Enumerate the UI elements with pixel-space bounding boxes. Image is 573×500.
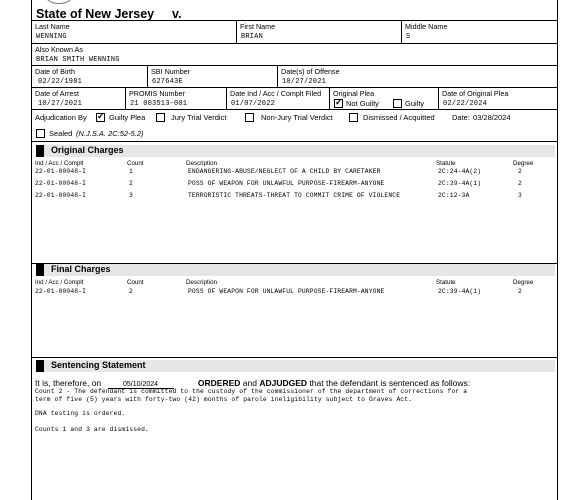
adjudged-word: ADJUDGED <box>259 378 308 388</box>
adjudication-label: Adjudication By <box>35 113 87 122</box>
dismissed-label: Dismissed / Acquitted <box>363 113 435 122</box>
table-row-ind: 22-01-00048-I <box>35 192 87 199</box>
and-word: and <box>242 378 257 388</box>
arrest-row <box>32 87 557 109</box>
sealed-label: Sealed <box>49 129 73 138</box>
dismissed-checkbox[interactable] <box>349 113 358 122</box>
original-charges-title: Original Charges <box>51 145 124 155</box>
orig-plea-date-cell <box>438 88 559 109</box>
guilty-checkbox[interactable] <box>393 99 402 108</box>
final-col-ind: Ind / Acc / Complt <box>35 279 84 286</box>
orig-col-degree: Degree <box>513 160 534 167</box>
last-name-label: Last Name <box>35 22 70 31</box>
arrest-date-value: 10/27/2021 <box>38 100 83 108</box>
sbi-label: SBI Number <box>151 67 191 76</box>
aka-cell <box>32 44 559 65</box>
first-name-cell <box>236 21 401 43</box>
orig-col-desc: Description <box>186 160 217 167</box>
ind-filed-label: Date Ind / Acc / Complt Filed <box>230 89 322 98</box>
promis-label: PROMIS Number <box>129 89 185 98</box>
sentencing-section <box>32 357 557 500</box>
final-charges-section <box>32 263 557 357</box>
adjudication-date-value: 03/28/2024 <box>473 113 511 122</box>
table-row-count: 1 <box>129 168 133 175</box>
sealed-row <box>32 125 557 141</box>
promis-cell <box>125 88 226 109</box>
table-row-desc: POSS OF WEAPON FOR UNLAWFUL PURPOSE-FIREARM-ANYONE <box>188 180 385 187</box>
final-col-count: Count <box>127 279 144 286</box>
orig-plea-date-label: Date of Original Plea <box>442 89 509 98</box>
last-name-value: WENNING <box>36 33 67 41</box>
final-col-desc: Description <box>186 279 217 286</box>
offense-date-label: Date(s) of Offense <box>281 67 340 76</box>
adjudication-row <box>32 109 557 125</box>
jury-trial-checkbox[interactable] <box>156 113 165 122</box>
sealed-statute: (N.J.S.A. 2C:52-5.2) <box>76 129 144 138</box>
orig-col-ind: Ind / Acc / Complt <box>35 160 84 167</box>
judgment-document <box>31 0 558 500</box>
ordered-word: ORDERED <box>197 378 241 388</box>
sentence-text-line: Counts 1 and 3 are dismissed. <box>35 426 149 433</box>
table-row-statute: 2C:39-4A(1) <box>438 180 482 187</box>
orig-col-count: Count <box>127 160 144 167</box>
table-row-desc: ENDANGERING-ABUSE/NEGLECT OF A CHILD BY CARETAKER <box>188 168 381 175</box>
table-row-ind: 22-01-00048-I <box>35 288 87 295</box>
nonjury-trial-checkbox[interactable] <box>245 113 254 122</box>
original-charges-header <box>36 145 555 157</box>
offense-date-value: 10/27/2021 <box>282 78 327 86</box>
orig-plea-label: Original Plea <box>333 89 375 98</box>
table-row-ind: 22-01-00048-I <box>35 168 87 175</box>
adjudication-date-label: Date: <box>452 113 470 122</box>
sbi-value: 627643E <box>152 78 183 86</box>
versus-label: v. <box>172 7 182 21</box>
middle-name-value: S <box>406 33 411 41</box>
orig-col-statute: Statute <box>436 160 456 167</box>
guilty-label: Guilty <box>405 99 425 108</box>
orig-plea-date-value: 02/22/2024 <box>443 100 488 108</box>
table-row-degree: 3 <box>518 192 522 199</box>
sentencing-rest: that the defendant is sentenced as follows: <box>309 378 471 388</box>
table-row-desc: POSS OF WEAPON FOR UNLAWFUL PURPOSE-FIREARM-ANYONE <box>188 288 385 295</box>
table-row-count: 3 <box>129 192 133 199</box>
table-row-statute: 2C:24-4A(2) <box>438 168 482 175</box>
dob-row <box>32 65 557 87</box>
sentencing-header <box>36 360 555 372</box>
nonjury-trial-label: Non-Jury Trial Verdict <box>261 113 333 122</box>
orig-plea-cell <box>329 88 438 109</box>
last-name-cell <box>32 21 236 43</box>
table-row-desc: TERRORISTIC THREATS-THREAT TO COMMIT CRIME OF VIOLENCE <box>188 192 401 199</box>
table-row-statute: 2C:39-4A(1) <box>438 288 482 295</box>
final-col-degree: Degree <box>513 279 534 286</box>
aka-label: Also Known As <box>35 45 83 54</box>
final-col-statute: Statute <box>436 279 456 286</box>
middle-name-label: Middle Name <box>405 22 448 31</box>
dob-label: Date of Birth <box>35 67 75 76</box>
first-name-label: First Name <box>240 22 276 31</box>
final-charges-header <box>36 264 555 276</box>
table-row-count: 2 <box>129 288 133 295</box>
not-guilty-checkbox[interactable] <box>334 99 343 108</box>
sentence-text-line: Count 2 - The defendant is committed to the custody of the commissioner of the department of corrections for a <box>35 388 468 395</box>
table-row-degree: 2 <box>518 288 522 295</box>
promis-value: 21 003513-001 <box>130 100 188 108</box>
final-charges-title: Final Charges <box>51 264 111 274</box>
table-row-ind: 22-01-00048-I <box>35 180 87 187</box>
middle-name-cell <box>401 21 559 43</box>
dob-cell <box>32 66 147 87</box>
jury-trial-label: Jury Trial Verdict <box>171 113 227 122</box>
court-seal <box>46 0 72 4</box>
arrest-date-cell <box>32 88 125 109</box>
table-row-statute: 2C:12-3A <box>438 192 470 199</box>
caption-row <box>32 6 557 20</box>
sbi-cell <box>147 66 277 87</box>
state-title: State of New Jersey <box>36 7 155 21</box>
ind-filed-value: 01/07/2022 <box>231 100 276 108</box>
ind-filed-cell <box>226 88 329 109</box>
first-name-value: BRIAN <box>241 33 264 41</box>
sentence-text-line: term of five (5) years with forty-two (42) months of parole ineligibility subject to Graves Act. <box>35 396 413 403</box>
guilty-plea-label: Guilty Plea <box>109 113 146 122</box>
table-row-degree: 2 <box>518 168 522 175</box>
aka-value: BRIAN SMITH WENNING <box>36 56 120 64</box>
sentencing-date: 05/10/2024 <box>108 381 174 389</box>
aka-row <box>32 43 557 65</box>
arrest-date-label: Date of Arrest <box>35 89 79 98</box>
name-row <box>32 20 557 43</box>
dob-value: 02/22/1981 <box>38 78 83 86</box>
guilty-plea-checkbox[interactable] <box>96 113 105 122</box>
sealed-checkbox[interactable] <box>36 129 45 138</box>
offense-date-cell <box>277 66 559 87</box>
original-charges-section <box>32 141 557 263</box>
not-guilty-label: Not Guilty <box>346 99 379 108</box>
sentencing-intro: It is, therefore, on <box>35 378 102 388</box>
table-row-count: 2 <box>129 180 133 187</box>
sentencing-title: Sentencing Statement <box>51 360 146 370</box>
sentence-text-line: DNA testing is ordered. <box>35 410 126 417</box>
table-row-degree: 2 <box>518 180 522 187</box>
